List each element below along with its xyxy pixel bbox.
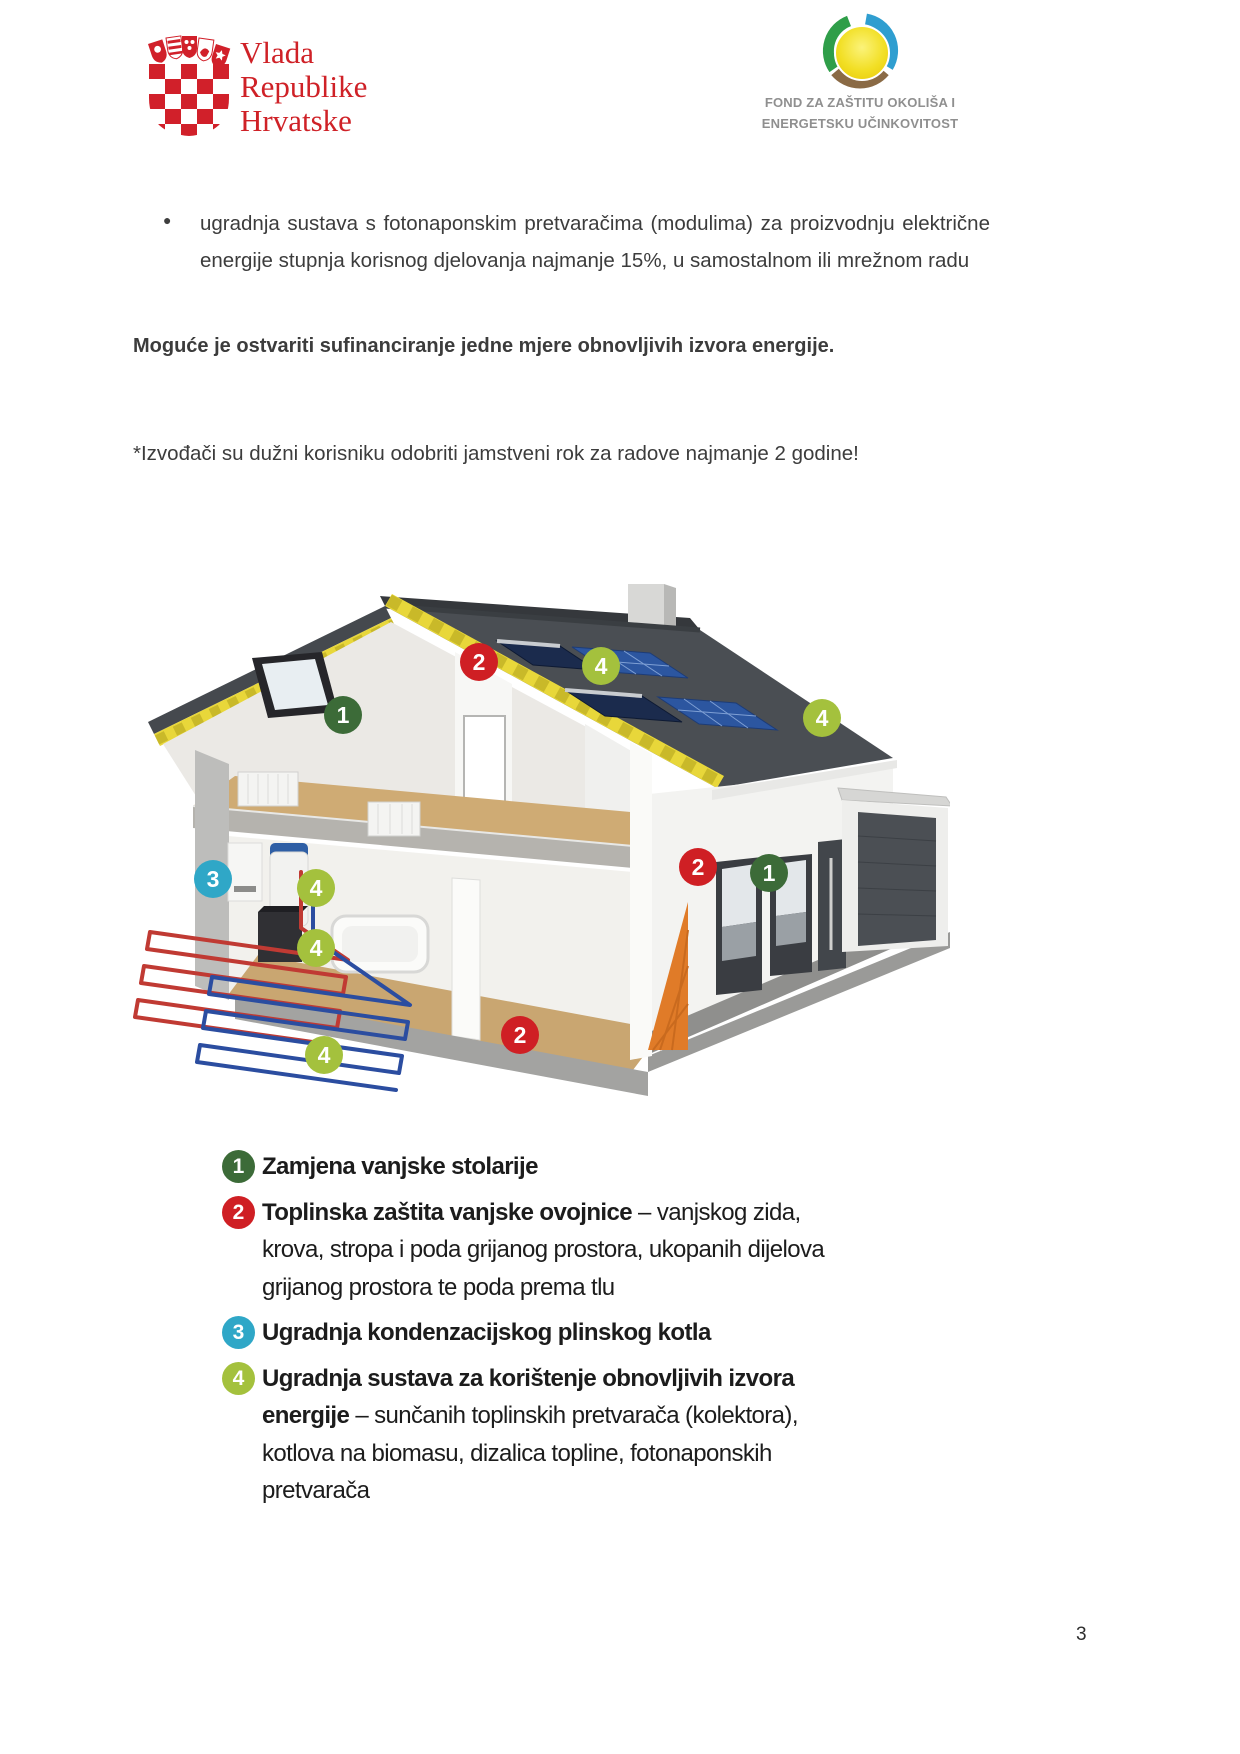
gov-title-line3: Hrvatske	[240, 103, 352, 138]
legend-title: Ugradnja sustava za korištenje obnovljivih izvora energije	[262, 1364, 795, 1429]
gas-boiler	[228, 843, 262, 901]
gov-title-line2: Republike	[240, 69, 368, 104]
radiator-2	[368, 802, 420, 836]
house-cutaway-illustration	[130, 580, 950, 1100]
entry-door	[818, 839, 846, 971]
croatia-coat-of-arms-icon	[146, 34, 232, 138]
marker-number: 4	[317, 1042, 331, 1068]
coa-checkerboard	[149, 64, 229, 138]
marker-number: 2	[472, 649, 486, 675]
radiator	[238, 772, 298, 806]
gov-title-line1: Vlada	[240, 35, 315, 70]
legend-title: Zamjena vanjske stolarije	[262, 1153, 538, 1180]
garage-door	[858, 812, 936, 946]
legend-badge-3: 3	[222, 1316, 255, 1349]
marker-number: 1	[762, 860, 776, 886]
cofinancing-note: Moguće je ostvariti sufinanciranje jedne mjere obnovljivih izvora energije.	[133, 335, 835, 357]
marker-number: 4	[815, 705, 829, 731]
warranty-note: *Izvođači su dužni korisniku odobriti jamstveni rok za radove najmanje 2 godine!	[133, 442, 859, 465]
ground-dividing-wall	[452, 878, 480, 1040]
legend-badge-1: 1	[222, 1150, 255, 1183]
gov-title	[240, 36, 367, 138]
legend-item-3	[198, 1314, 838, 1352]
page-number: 3	[1076, 1624, 1087, 1645]
legend-description: – sunčanih toplinskih pretvarača (kolektora), kotlova na biomasu, dizalica topline, fotonaponskih pretvarača	[262, 1402, 798, 1504]
legend-description: – vanjskog zida, krova, stropa i poda grijanog prostora, ukopanih dijelova grijanog prostora te poda prema tlu	[262, 1198, 825, 1301]
fund-name-line2: ENERGETSKU UČINKOVITOST	[761, 116, 959, 131]
marker-number: 4	[594, 653, 608, 679]
fund-logo-icon	[800, 6, 920, 94]
fund-name-line1: FOND ZA ZAŠTITU OKOLIŠA I	[764, 95, 956, 110]
figure-legend	[198, 1148, 838, 1518]
legend-item-1	[198, 1148, 838, 1186]
marker-number: 3	[206, 866, 220, 892]
marker-number: 2	[691, 854, 705, 880]
legend-title: Toplinska zaštita vanjske ovojnice	[262, 1198, 632, 1226]
legend-item-4	[198, 1360, 838, 1510]
legend-badge-4: 4	[222, 1362, 255, 1395]
marker-number: 2	[513, 1022, 527, 1048]
legend-title: Ugradnja kondenzacijskog plinskog kotla	[262, 1319, 711, 1346]
marker-number: 1	[336, 702, 350, 728]
legend-item-2	[198, 1194, 838, 1307]
bathtub	[332, 916, 428, 972]
bullet-icon: ●	[163, 212, 172, 228]
legend-badge-2: 2	[222, 1196, 255, 1229]
garage	[838, 788, 950, 952]
marker-number: 4	[309, 875, 323, 901]
fund-name	[755, 92, 965, 134]
bullet-paragraph: ugradnja sustava s fotonaponskim pretvaračima (modulima) za proizvodnju električne energije stupnja korisnog djelovanja najmanje 15%, u samostalnom ili mrežnom radu	[200, 212, 990, 272]
marker-number: 4	[309, 935, 323, 961]
corner-cut-wall	[630, 742, 652, 1060]
